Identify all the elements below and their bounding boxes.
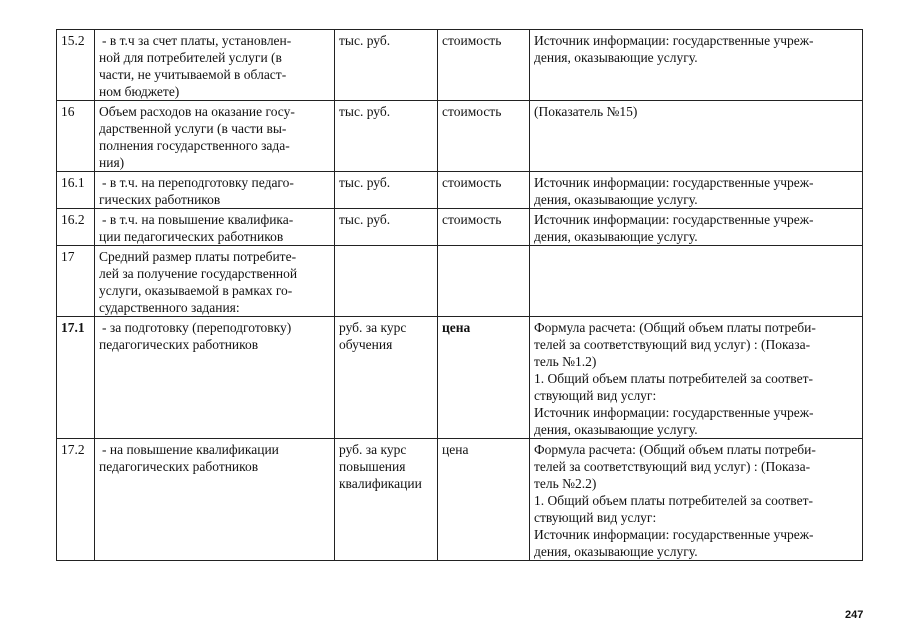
table-row bbox=[57, 209, 863, 246]
row-number: 17 bbox=[57, 246, 95, 317]
row-number: 16 bbox=[57, 101, 95, 172]
row-source: Формула расчета: (Общий объем платы потреби- телей за соответствующий вид услуг) : (Показа- тель №1.2) 1. Общий объем платы потребителей за соответ- ствующий вид услуг: Источник информации: государственные учреж- дения, оказывающие услугу. bbox=[530, 317, 863, 439]
row-name: Средний размер платы потребите- лей за получение государственной услуги, оказываемой в рамках го- сударственного задания: bbox=[95, 246, 335, 317]
row-unit: тыс. руб. bbox=[335, 101, 438, 172]
row-unit: тыс. руб. bbox=[335, 209, 438, 246]
row-type: стоимость bbox=[438, 30, 530, 101]
table-row bbox=[57, 439, 863, 561]
row-name: - в т.ч. на повышение квалифика- ции педагогических работников bbox=[95, 209, 335, 246]
table-row bbox=[57, 246, 863, 317]
row-type: цена bbox=[438, 439, 530, 561]
row-name: - на повышение квалификации педагогических работников bbox=[95, 439, 335, 561]
page-number: 247 bbox=[845, 609, 864, 621]
indicators-table bbox=[56, 29, 863, 561]
row-source: Источник информации: государственные учреж- дения, оказывающие услугу. bbox=[530, 209, 863, 246]
row-type bbox=[438, 246, 530, 317]
row-source: Формула расчета: (Общий объем платы потреби- телей за соответствующий вид услуг) : (Показа- тель №2.2) 1. Общий объем платы потребителей за соответ- ствующий вид услуг: Источник информации: государственные учреж- дения, оказывающие услугу. bbox=[530, 439, 863, 561]
row-type: стоимость bbox=[438, 101, 530, 172]
row-unit: тыс. руб. bbox=[335, 30, 438, 101]
row-name: - в т.ч. на переподготовку педаго- гических работников bbox=[95, 172, 335, 209]
row-unit: тыс. руб. bbox=[335, 172, 438, 209]
row-type: стоимость bbox=[438, 209, 530, 246]
table-row bbox=[57, 317, 863, 439]
row-source: Источник информации: государственные учреж- дения, оказывающие услугу. bbox=[530, 30, 863, 101]
table-row bbox=[57, 101, 863, 172]
row-name: Объем расходов на оказание госу- дарственной услуги (в части вы- полнения государственного зада- ния) bbox=[95, 101, 335, 172]
row-unit bbox=[335, 246, 438, 317]
row-type: стоимость bbox=[438, 172, 530, 209]
row-name: - за подготовку (переподготовку) педагогических работников bbox=[95, 317, 335, 439]
row-number: 17.2 bbox=[57, 439, 95, 561]
row-name: - в т.ч за счет платы, установлен- ной для потребителей услуги (в части, не учитываемой в област- ном бюджете) bbox=[95, 30, 335, 101]
row-type: цена bbox=[438, 317, 530, 439]
row-unit: руб. за курс повышения квалификации bbox=[335, 439, 438, 561]
row-number: 16.1 bbox=[57, 172, 95, 209]
row-unit: руб. за курс обучения bbox=[335, 317, 438, 439]
row-number: 15.2 bbox=[57, 30, 95, 101]
row-number: 16.2 bbox=[57, 209, 95, 246]
row-source: (Показатель №15) bbox=[530, 101, 863, 172]
table-row bbox=[57, 172, 863, 209]
row-source bbox=[530, 246, 863, 317]
row-source: Источник информации: государственные учреж- дения, оказывающие услугу. bbox=[530, 172, 863, 209]
row-number: 17.1 bbox=[57, 317, 95, 439]
table-row bbox=[57, 30, 863, 101]
